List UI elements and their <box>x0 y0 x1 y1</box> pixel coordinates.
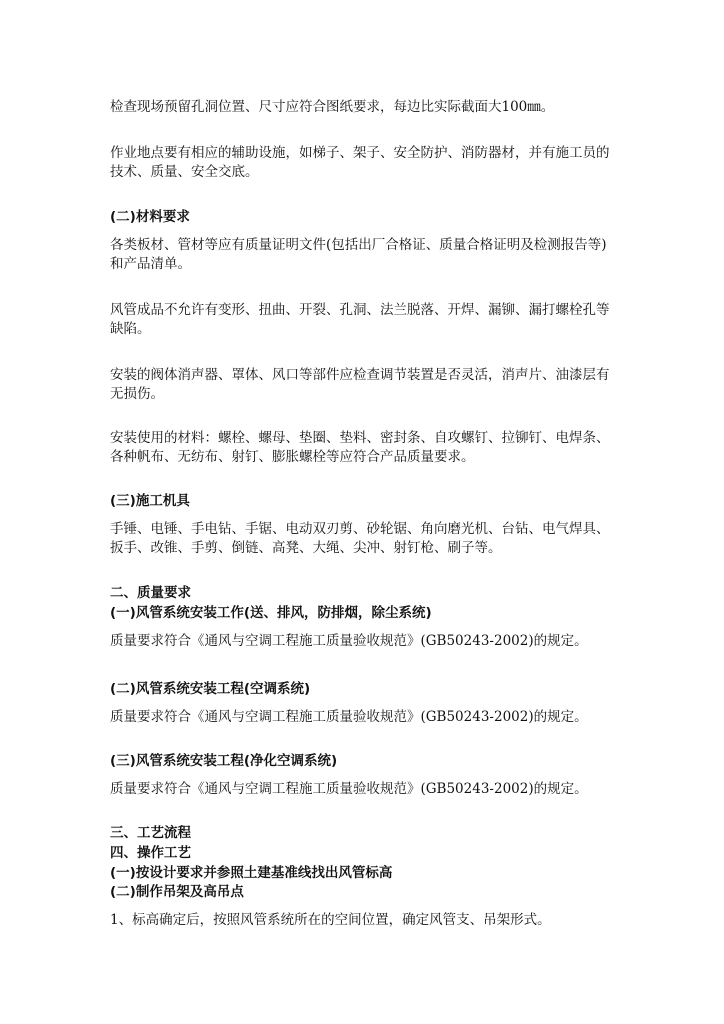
paragraph-valve-check: 安装的阀体消声器、罩体、风口等部件应检查调节装置是否灵活，消声片、油漆层有无损伤。 <box>110 367 610 402</box>
paragraph-hole-check: 检查现场预留孔洞位置、尺寸应符合图纸要求，每边比实际截面大100㎜。 <box>110 99 555 115</box>
heading-quality-ventilation: (一)风管系统安装工作(送、排风，防排烟，除尘系统) <box>110 605 432 621</box>
paragraph-support-form: 1、标高确定后，按照风管系统所在的空间位置，确定风管支、吊架形式。 <box>110 912 551 928</box>
paragraph-fasteners: 安装使用的材料：螺栓、螺母、垫圈、垫料、密封条、自攻螺钉、拉铆钉、电焊条、各种帆布、无纺布、射钉、膨胀螺栓等应符合产品质量要求。 <box>110 430 610 465</box>
paragraph-material-certificates: 各类板材、管材等应有质量证明文件(包括出厂合格证、质量合格证明及检测报告等)和产品清单。 <box>110 237 607 272</box>
paragraph-tool-list: 手锤、电锤、手电钻、手锯、电动双刃剪、砂轮锯、角向磨光机、台钻、电气焊具、扳手、改锥、手剪、倒链、高凳、大绳、尖冲、射钉枪、刷子等。 <box>110 521 610 556</box>
heading-find-elevation: (一)按设计要求并参照土建基准线找出风管标高 <box>110 865 393 881</box>
heading-quality-clean-air: (三)风管系统安装工程(净化空调系统) <box>110 753 338 769</box>
paragraph-quality-standard-1: 质量要求符合《通风与空调工程施工质量验收规范》(GB50243-2002)的规定。 <box>110 633 588 649</box>
heading-quality: 二、质量要求 <box>110 585 191 601</box>
paragraph-work-site: 作业地点要有相应的辅助设施，如梯子、架子、安全防护、消防器材，并有施工员的技术、质量、安全交底。 <box>110 145 610 180</box>
heading-process-flow: 三、工艺流程 <box>110 825 191 841</box>
heading-tools: (三)施工机具 <box>110 493 190 509</box>
heading-operation: 四、操作工艺 <box>110 845 191 861</box>
heading-make-hangers: (二)制作吊架及高吊点 <box>110 884 244 900</box>
paragraph-quality-standard-3: 质量要求符合《通风与空调工程施工质量验收规范》(GB50243-2002)的规定。 <box>110 781 588 797</box>
paragraph-duct-defects: 风管成品不允许有变形、扭曲、开裂、孔洞、法兰脱落、开焊、漏铆、漏打螺栓孔等缺陷。 <box>110 302 610 337</box>
heading-quality-air-conditioning: (二)风管系统安装工程(空调系统) <box>110 681 311 697</box>
paragraph-quality-standard-2: 质量要求符合《通风与空调工程施工质量验收规范》(GB50243-2002)的规定。 <box>110 709 588 725</box>
heading-materials: (二)材料要求 <box>110 209 190 225</box>
